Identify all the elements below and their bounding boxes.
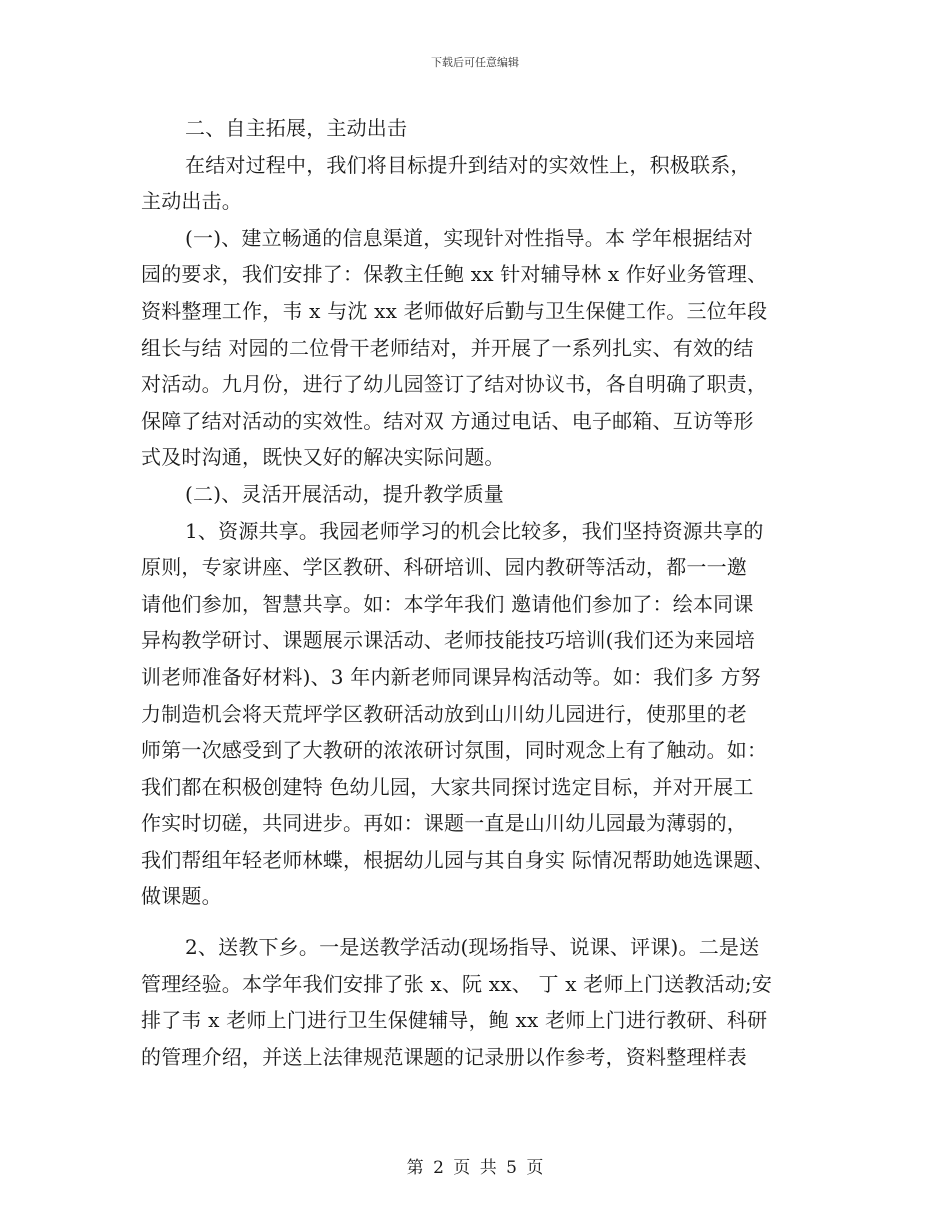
document-body bbox=[141, 110, 821, 1075]
paragraph-line: 我们帮组年轻老师林蝶，根据幼儿园与其自身实 际情况帮助她选课题、 bbox=[141, 847, 774, 872]
paragraph-line: 的管理介绍，并送上法律规范课题的记录册以作参考，资料整理样表 bbox=[141, 1044, 747, 1069]
paragraph-line: 我们都在积极创建特 色幼儿园，大家共同探讨选定目标，并对开展工 bbox=[141, 774, 754, 799]
paragraph-line: 1、资源共享。我园老师学习的机会比较多，我们坚持资源共享的 bbox=[185, 518, 764, 543]
paragraph-gap bbox=[141, 915, 821, 929]
header-note: 下载后可任意编辑 bbox=[431, 56, 519, 69]
paragraph-line: 做课题。 bbox=[141, 884, 222, 909]
paragraph-line: 园的要求，我们安排了：保教主任鲍 xx 针对辅导林 x 作好业务管理、 bbox=[141, 262, 768, 287]
paragraph-line: 式及时沟通，既快又好的解决实际问题。 bbox=[141, 445, 505, 470]
paragraph-line: 异构教学研讨、课题展示课活动、老师技能技巧培训(我们还为来园培 bbox=[141, 628, 756, 653]
subsection-line: (一)、建立畅通的信息渠道，实现针对性指导。本 学年根据结对 bbox=[185, 225, 753, 250]
paragraph-line: 主动出击。 bbox=[141, 189, 242, 214]
paragraph-line: 请他们参加，智慧共享。如：本学年我们 邀请他们参加了：绘本同课 bbox=[141, 591, 754, 616]
paragraph-line: 训老师准备好材料)、3 年内新老师同课异构活动等。如：我们多 方努 bbox=[141, 664, 761, 689]
section-heading: 二、自主拓展，主动出击 bbox=[185, 116, 408, 140]
paragraph-line: 资料整理工作，韦 x 与沈 xx 老师做好后勤与卫生保健工作。三位年段 bbox=[141, 298, 768, 323]
paragraph-line: 保障了结对活动的实效性。结对双 方通过电话、电子邮箱、互访等形 bbox=[141, 408, 754, 433]
page-number-footer: 第 2 页 共 5 页 bbox=[406, 1158, 544, 1178]
paragraph-line: 2、送教下乡。一是送教学活动(现场指导、说课、评课)。二是送 bbox=[185, 935, 760, 960]
paragraph-line: 作实时切磋，共同进步。再如：课题一直是山川幼儿园最为薄弱的， bbox=[141, 811, 747, 836]
paragraph-line: 在结对过程中，我们将目标提升到结对的实效性上，积极联系， bbox=[185, 152, 751, 177]
paragraph-line: 管理经验。本学年我们安排了张 x、阮 xx、 丁 x 老师上门送教活动;安 bbox=[141, 971, 773, 996]
paragraph-line: 力制造机会将天荒坪学区教研活动放到山川幼儿园进行，使那里的老 bbox=[141, 701, 747, 726]
subsection-heading: (二)、灵活开展活动，提升教学质量 bbox=[185, 481, 505, 506]
paragraph-line: 对活动。九月份，进行了幼儿园签订了结对协议书，各自明确了职责， bbox=[141, 372, 768, 397]
paragraph-line: 师第一次感受到了大教研的浓浓研讨氛围，同时观念上有了触动。如： bbox=[141, 738, 768, 763]
paragraph-line: 组长与结 对园的二位骨干老师结对，并开展了一系列扎实、有效的结 bbox=[141, 335, 754, 360]
paragraph-line: 排了韦 x 老师上门进行卫生保健辅导，鲍 xx 老师上门进行教研、科研 bbox=[141, 1008, 768, 1033]
paragraph-line: 原则，专家讲座、学区教研、科研培训、园内教研等活动，都一一邀 bbox=[141, 555, 747, 580]
